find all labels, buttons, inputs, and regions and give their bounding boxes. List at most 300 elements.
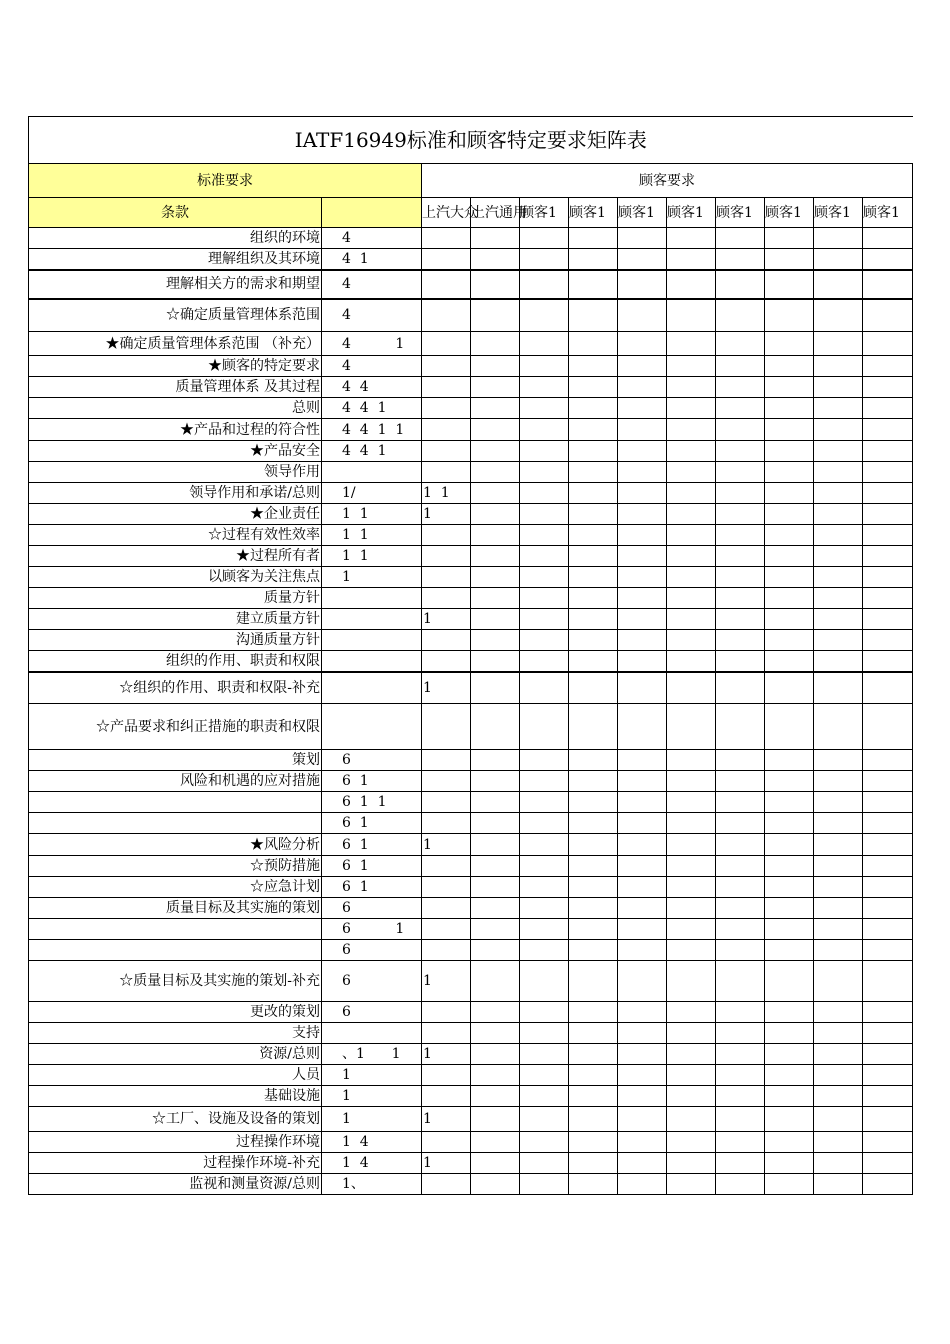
customer-requirement-cell — [667, 1002, 716, 1023]
customer-requirement-cell — [814, 356, 863, 377]
customer-requirement-cell — [716, 249, 765, 270]
customer-requirement-cell — [765, 877, 814, 898]
customer-requirement-cell — [471, 546, 520, 567]
customer-requirement-cell — [667, 609, 716, 630]
clause-title-cell: 策划 — [29, 750, 322, 771]
clause-number-cell: 1 4 — [322, 1153, 422, 1174]
customer-requirement-cell: 1 — [422, 1107, 471, 1132]
customer-requirement-cell — [765, 1153, 814, 1174]
customer-requirement-cell — [667, 398, 716, 419]
customer-requirement-cell — [716, 332, 765, 356]
customer-requirement-cell — [765, 672, 814, 704]
table-row — [29, 1044, 913, 1065]
customer-requirement-cell — [765, 270, 814, 299]
table-row — [29, 856, 913, 877]
customer-requirement-cell — [569, 630, 618, 651]
clause-number-cell — [322, 462, 422, 483]
table-row — [29, 792, 913, 813]
customer-requirement-cell — [814, 462, 863, 483]
customer-requirement-cell — [471, 651, 520, 672]
customer-requirement-cell — [765, 419, 814, 441]
customer-requirement-cell — [569, 750, 618, 771]
customer-requirement-cell — [471, 672, 520, 704]
customer-requirement-cell — [520, 483, 569, 504]
customer-requirement-cell — [569, 856, 618, 877]
customer-requirement-cell — [471, 270, 520, 299]
customer-requirement-cell — [422, 940, 471, 961]
customer-requirement-cell — [471, 1002, 520, 1023]
customer-requirement-cell — [569, 270, 618, 299]
customer-requirement-cell — [667, 1107, 716, 1132]
clause-title-cell: ☆预防措施 — [29, 856, 322, 877]
customer-requirement-cell — [765, 792, 814, 813]
table-row — [29, 1023, 913, 1044]
table-row — [29, 750, 913, 771]
customer-requirement-cell — [814, 546, 863, 567]
customer-requirement-cell — [569, 609, 618, 630]
customer-requirement-cell — [520, 792, 569, 813]
customer-requirement-cell — [667, 898, 716, 919]
table-row — [29, 609, 913, 630]
customer-requirement-cell — [618, 961, 667, 1002]
customer-requirement-cell — [422, 299, 471, 332]
customer-requirement-cell — [471, 1065, 520, 1086]
customer-requirement-cell — [569, 419, 618, 441]
customer-requirement-cell — [422, 813, 471, 834]
clause-title-cell: 过程操作环境 — [29, 1132, 322, 1153]
customer-requirement-cell — [569, 940, 618, 961]
clause-title-cell: 建立质量方针 — [29, 609, 322, 630]
customer-requirement-cell — [618, 1086, 667, 1107]
customer-requirement-cell — [814, 228, 863, 249]
customer-requirement-cell — [667, 1153, 716, 1174]
customer-requirement-cell — [520, 1132, 569, 1153]
table-row — [29, 1086, 913, 1107]
customer-requirement-cell — [569, 462, 618, 483]
customer-requirement-cell — [863, 299, 913, 332]
customer-requirement-cell — [716, 1174, 765, 1195]
customer-requirement-cell — [814, 651, 863, 672]
clause-title-cell: 沟通质量方针 — [29, 630, 322, 651]
customer-column-header: 顾客1 — [569, 198, 618, 228]
clause-title-cell: 领导作用 — [29, 462, 322, 483]
customer-requirement-cell — [569, 228, 618, 249]
customer-requirement-cell — [422, 419, 471, 441]
customer-requirement-cell — [716, 398, 765, 419]
customer-requirement-cell — [618, 1174, 667, 1195]
table-row — [29, 834, 913, 856]
customer-requirement-cell — [569, 1107, 618, 1132]
customer-requirement-cell — [471, 1023, 520, 1044]
customer-requirement-cell — [667, 1023, 716, 1044]
customer-requirement-cell: 1 — [422, 1044, 471, 1065]
customer-requirement-cell — [863, 1107, 913, 1132]
customer-requirement-cell — [863, 1065, 913, 1086]
customer-requirement-cell — [569, 377, 618, 398]
customer-requirement-cell — [618, 377, 667, 398]
customer-requirement-cell — [863, 771, 913, 792]
customer-requirement-cell — [667, 546, 716, 567]
clause-number-cell: 1 — [322, 1107, 422, 1132]
clause-title-cell — [29, 792, 322, 813]
clause-title-cell: 组织的作用、职责和权限 — [29, 651, 322, 672]
customer-requirement-cell — [471, 940, 520, 961]
customer-requirement-cell — [471, 813, 520, 834]
table-row — [29, 588, 913, 609]
customer-requirement-cell — [520, 504, 569, 525]
customer-requirement-cell — [618, 419, 667, 441]
customer-requirement-cell — [618, 228, 667, 249]
customer-requirement-cell — [618, 1107, 667, 1132]
customer-requirement-cell — [863, 398, 913, 419]
customer-requirement-cell — [471, 898, 520, 919]
customer-requirement-cell — [814, 672, 863, 704]
customer-requirement-cell — [863, 1153, 913, 1174]
customer-requirement-cell — [471, 299, 520, 332]
table-row — [29, 356, 913, 377]
table-row — [29, 771, 913, 792]
customer-requirement-cell — [863, 270, 913, 299]
customer-requirement-cell — [520, 813, 569, 834]
table-row — [29, 567, 913, 588]
customer-requirement-cell — [422, 1132, 471, 1153]
customer-requirement-cell — [471, 792, 520, 813]
customer-requirement-cell — [471, 877, 520, 898]
customer-requirement-cell — [716, 792, 765, 813]
customer-requirement-cell — [618, 1132, 667, 1153]
customer-requirement-cell — [520, 1002, 569, 1023]
customer-requirement-cell — [863, 919, 913, 940]
customer-requirement-cell — [863, 588, 913, 609]
clause-number-cell: 4 4 — [322, 377, 422, 398]
customer-requirement-cell — [716, 750, 765, 771]
customer-requirement-cell — [618, 704, 667, 750]
customer-requirement-cell — [422, 1065, 471, 1086]
customer-requirement-cell — [667, 441, 716, 462]
clause-number-cell: 1 — [322, 1086, 422, 1107]
customer-requirement-cell — [471, 483, 520, 504]
customer-requirement-cell — [716, 1002, 765, 1023]
customer-requirement-cell — [471, 441, 520, 462]
customer-requirement-cell — [814, 249, 863, 270]
customer-requirement-cell — [716, 419, 765, 441]
customer-requirement-cell — [520, 961, 569, 1002]
clause-number-cell: 6 — [322, 961, 422, 1002]
clause-number-cell — [322, 630, 422, 651]
table-row — [29, 813, 913, 834]
customer-requirement-cell — [863, 792, 913, 813]
clause-title-cell: 资源/总则 — [29, 1044, 322, 1065]
clause-number-cell: 4 — [322, 270, 422, 299]
customer-requirement-cell — [716, 704, 765, 750]
customer-requirement-cell — [765, 940, 814, 961]
customer-requirement-cell — [814, 750, 863, 771]
customer-requirement-cell — [569, 249, 618, 270]
customer-requirement-cell — [618, 630, 667, 651]
customer-requirement-cell — [814, 419, 863, 441]
customer-column-header: 顾客1 — [814, 198, 863, 228]
table-row — [29, 877, 913, 898]
customer-column-header: 顾客1 — [765, 198, 814, 228]
customer-requirement-cell — [471, 504, 520, 525]
customer-requirement-cell — [863, 567, 913, 588]
customer-requirement-cell — [422, 750, 471, 771]
customer-requirement-cell — [716, 651, 765, 672]
customer-requirement-cell — [814, 504, 863, 525]
customer-requirement-cell — [520, 441, 569, 462]
table-row — [29, 919, 913, 940]
clause-title-cell: ☆产品要求和纠正措施的职责和权限 — [29, 704, 322, 750]
customer-requirement-cell — [618, 813, 667, 834]
customer-requirement-cell — [471, 567, 520, 588]
customer-requirement-cell — [569, 672, 618, 704]
customer-requirement-cell — [863, 1086, 913, 1107]
customer-requirement-cell — [520, 228, 569, 249]
customer-requirement-cell — [863, 704, 913, 750]
customer-requirement-cell — [618, 651, 667, 672]
customer-requirement-cell — [667, 877, 716, 898]
clause-number-cell: 1 1 — [322, 546, 422, 567]
customer-requirement-cell — [471, 588, 520, 609]
customer-requirement-cell — [863, 898, 913, 919]
table-row — [29, 398, 913, 419]
table-row — [29, 525, 913, 546]
customer-requirement-cell — [814, 609, 863, 630]
customer-requirement-cell — [422, 356, 471, 377]
customer-requirement-cell: 1 — [422, 1153, 471, 1174]
customer-requirement-cell — [618, 270, 667, 299]
table-row — [29, 704, 913, 750]
clause-title-cell: 质量方针 — [29, 588, 322, 609]
customer-requirement-cell — [618, 1023, 667, 1044]
customer-requirement-cell — [667, 834, 716, 856]
customer-requirement-cell — [618, 771, 667, 792]
clause-title-cell: 更改的策划 — [29, 1002, 322, 1023]
customer-requirement-cell — [765, 1174, 814, 1195]
customer-requirement-cell — [520, 750, 569, 771]
table-row — [29, 1002, 913, 1023]
customer-requirement-cell — [765, 228, 814, 249]
customer-requirement-cell — [716, 898, 765, 919]
customer-requirement-cell — [569, 1132, 618, 1153]
customer-requirement-cell — [520, 249, 569, 270]
customer-requirement-cell — [863, 377, 913, 398]
clause-number-cell — [322, 651, 422, 672]
customer-requirement-cell — [667, 750, 716, 771]
customer-requirement-cell — [471, 1107, 520, 1132]
customer-requirement-cell — [765, 898, 814, 919]
customer-requirement-cell — [765, 609, 814, 630]
customer-requirement-cell — [716, 877, 765, 898]
customer-requirement-cell — [520, 1174, 569, 1195]
customer-requirement-cell — [471, 630, 520, 651]
customer-requirement-cell — [814, 792, 863, 813]
customer-requirement-cell — [716, 919, 765, 940]
clause-title-cell: ☆过程有效性效率 — [29, 525, 322, 546]
clause-number-cell: 6 — [322, 750, 422, 771]
customer-requirement-cell — [520, 1107, 569, 1132]
customer-requirement-cell — [520, 398, 569, 419]
customer-requirement-cell — [765, 813, 814, 834]
customer-requirement-cell — [716, 609, 765, 630]
table-row — [29, 441, 913, 462]
sheet-title: IATF16949标准和顾客特定要求矩阵表 — [29, 117, 913, 164]
clause-number-cell: 4 4 1 — [322, 398, 422, 419]
customer-column-header: 顾客1 — [520, 198, 569, 228]
customer-requirement-cell — [520, 771, 569, 792]
customer-requirement-cell — [863, 462, 913, 483]
customer-column-header: 上汽通用 — [471, 198, 520, 228]
customer-requirement-cell — [618, 877, 667, 898]
customer-requirement-cell — [569, 1174, 618, 1195]
customer-requirement-cell — [863, 877, 913, 898]
customer-requirement-cell — [863, 1023, 913, 1044]
customer-requirement-cell — [814, 834, 863, 856]
clause-number-cell: 6 1 — [322, 771, 422, 792]
customer-requirement-cell — [765, 704, 814, 750]
customer-requirement-cell — [765, 377, 814, 398]
customer-requirement-cell — [716, 462, 765, 483]
customer-requirement-cell — [471, 398, 520, 419]
customer-requirement-cell — [814, 1023, 863, 1044]
clause-number-cell: 4 4 1 1 — [322, 419, 422, 441]
customer-requirement-cell — [520, 630, 569, 651]
customer-requirement-cell — [667, 270, 716, 299]
customer-requirement-cell — [422, 704, 471, 750]
customer-requirement-cell — [667, 792, 716, 813]
customer-requirement-cell — [716, 525, 765, 546]
customer-requirement-cell: 1 — [422, 504, 471, 525]
clause-title-cell: ★产品安全 — [29, 441, 322, 462]
customer-requirement-cell — [618, 332, 667, 356]
customer-requirement-cell — [422, 1023, 471, 1044]
customer-requirement-cell — [569, 651, 618, 672]
customer-requirement-cell — [471, 332, 520, 356]
customer-requirement-cell — [471, 462, 520, 483]
clause-number-cell — [322, 588, 422, 609]
customer-requirement-cell — [569, 961, 618, 1002]
table-row — [29, 1132, 913, 1153]
customer-requirement-cell — [667, 1132, 716, 1153]
clause-number-cell: 4 — [322, 299, 422, 332]
customer-requirement-cell — [569, 299, 618, 332]
clause-number-cell — [322, 1023, 422, 1044]
table-row — [29, 299, 913, 332]
customer-requirements-header: 顾客要求 — [422, 164, 913, 198]
customer-requirement-cell — [765, 1023, 814, 1044]
table-row — [29, 377, 913, 398]
customer-requirement-cell — [765, 651, 814, 672]
clause-number-cell: 4 — [322, 356, 422, 377]
customer-requirement-cell — [667, 462, 716, 483]
customer-requirement-cell — [471, 525, 520, 546]
customer-requirement-cell — [716, 377, 765, 398]
table-row — [29, 1153, 913, 1174]
customer-column-header: 顾客1 — [667, 198, 716, 228]
customer-requirement-cell — [569, 1023, 618, 1044]
customer-requirement-cell — [471, 1174, 520, 1195]
table-row — [29, 249, 913, 270]
customer-requirement-cell — [569, 483, 618, 504]
customer-requirement-cell — [814, 525, 863, 546]
customer-requirement-cell — [765, 504, 814, 525]
customer-requirement-cell — [863, 856, 913, 877]
customer-requirement-cell — [471, 1132, 520, 1153]
customer-requirement-cell: 1 — [422, 609, 471, 630]
clause-number-cell — [322, 609, 422, 630]
customer-requirement-cell — [716, 1023, 765, 1044]
customer-requirement-cell — [422, 919, 471, 940]
customer-requirement-cell — [422, 377, 471, 398]
customer-column-header: 顾客1 — [863, 198, 913, 228]
customer-requirement-cell — [765, 630, 814, 651]
customer-requirement-cell — [618, 940, 667, 961]
customer-requirement-cell — [667, 1065, 716, 1086]
customer-column-header: 顾客1 — [716, 198, 765, 228]
customer-requirement-cell — [716, 1132, 765, 1153]
customer-requirement-cell — [814, 332, 863, 356]
customer-requirement-cell — [520, 651, 569, 672]
customer-requirement-cell — [569, 877, 618, 898]
customer-requirement-cell — [716, 441, 765, 462]
clause-title-cell: 人员 — [29, 1065, 322, 1086]
customer-requirement-cell — [863, 332, 913, 356]
table-row — [29, 1107, 913, 1132]
clause-number-cell: 4 1 — [322, 249, 422, 270]
customer-requirement-cell — [667, 419, 716, 441]
customer-requirement-cell — [716, 588, 765, 609]
customer-requirement-cell — [618, 898, 667, 919]
customer-requirement-cell — [422, 1002, 471, 1023]
clause-number-cell: 1/ — [322, 483, 422, 504]
clause-title-cell — [29, 940, 322, 961]
customer-requirement-cell — [814, 1086, 863, 1107]
clause-title-cell: ☆质量目标及其实施的策划-补充 — [29, 961, 322, 1002]
customer-requirement-cell: 1 — [422, 961, 471, 1002]
clause-title-cell: ★产品和过程的符合性 — [29, 419, 322, 441]
customer-column-header: 上汽大众 — [422, 198, 471, 228]
customer-requirement-cell — [520, 856, 569, 877]
customer-requirement-cell — [765, 332, 814, 356]
customer-requirement-cell — [863, 419, 913, 441]
clause-title-cell: 支持 — [29, 1023, 322, 1044]
customer-requirement-cell — [422, 462, 471, 483]
customer-requirement-cell — [471, 771, 520, 792]
customer-requirement-cell — [471, 249, 520, 270]
clause-number-cell: 1、 — [322, 1174, 422, 1195]
customer-requirement-cell — [814, 919, 863, 940]
customer-requirement-cell — [569, 919, 618, 940]
customer-requirement-cell — [814, 898, 863, 919]
customer-requirement-cell — [618, 1002, 667, 1023]
clause-number-cell: 6 1 — [322, 813, 422, 834]
customer-requirement-cell — [716, 546, 765, 567]
clause-number-cell — [322, 672, 422, 704]
customer-requirement-cell — [520, 1153, 569, 1174]
customer-requirement-cell — [716, 299, 765, 332]
customer-requirement-cell — [667, 813, 716, 834]
customer-requirement-cell — [814, 1132, 863, 1153]
customer-requirement-cell — [765, 525, 814, 546]
customer-requirement-cell — [667, 249, 716, 270]
clause-title-cell: 质量管理体系 及其过程 — [29, 377, 322, 398]
table-row — [29, 1065, 913, 1086]
table-row — [29, 462, 913, 483]
customer-requirement-cell — [863, 961, 913, 1002]
customer-requirement-cell — [814, 1107, 863, 1132]
clause-number-cell: 、1 1 — [322, 1044, 422, 1065]
customer-requirement-cell — [569, 332, 618, 356]
